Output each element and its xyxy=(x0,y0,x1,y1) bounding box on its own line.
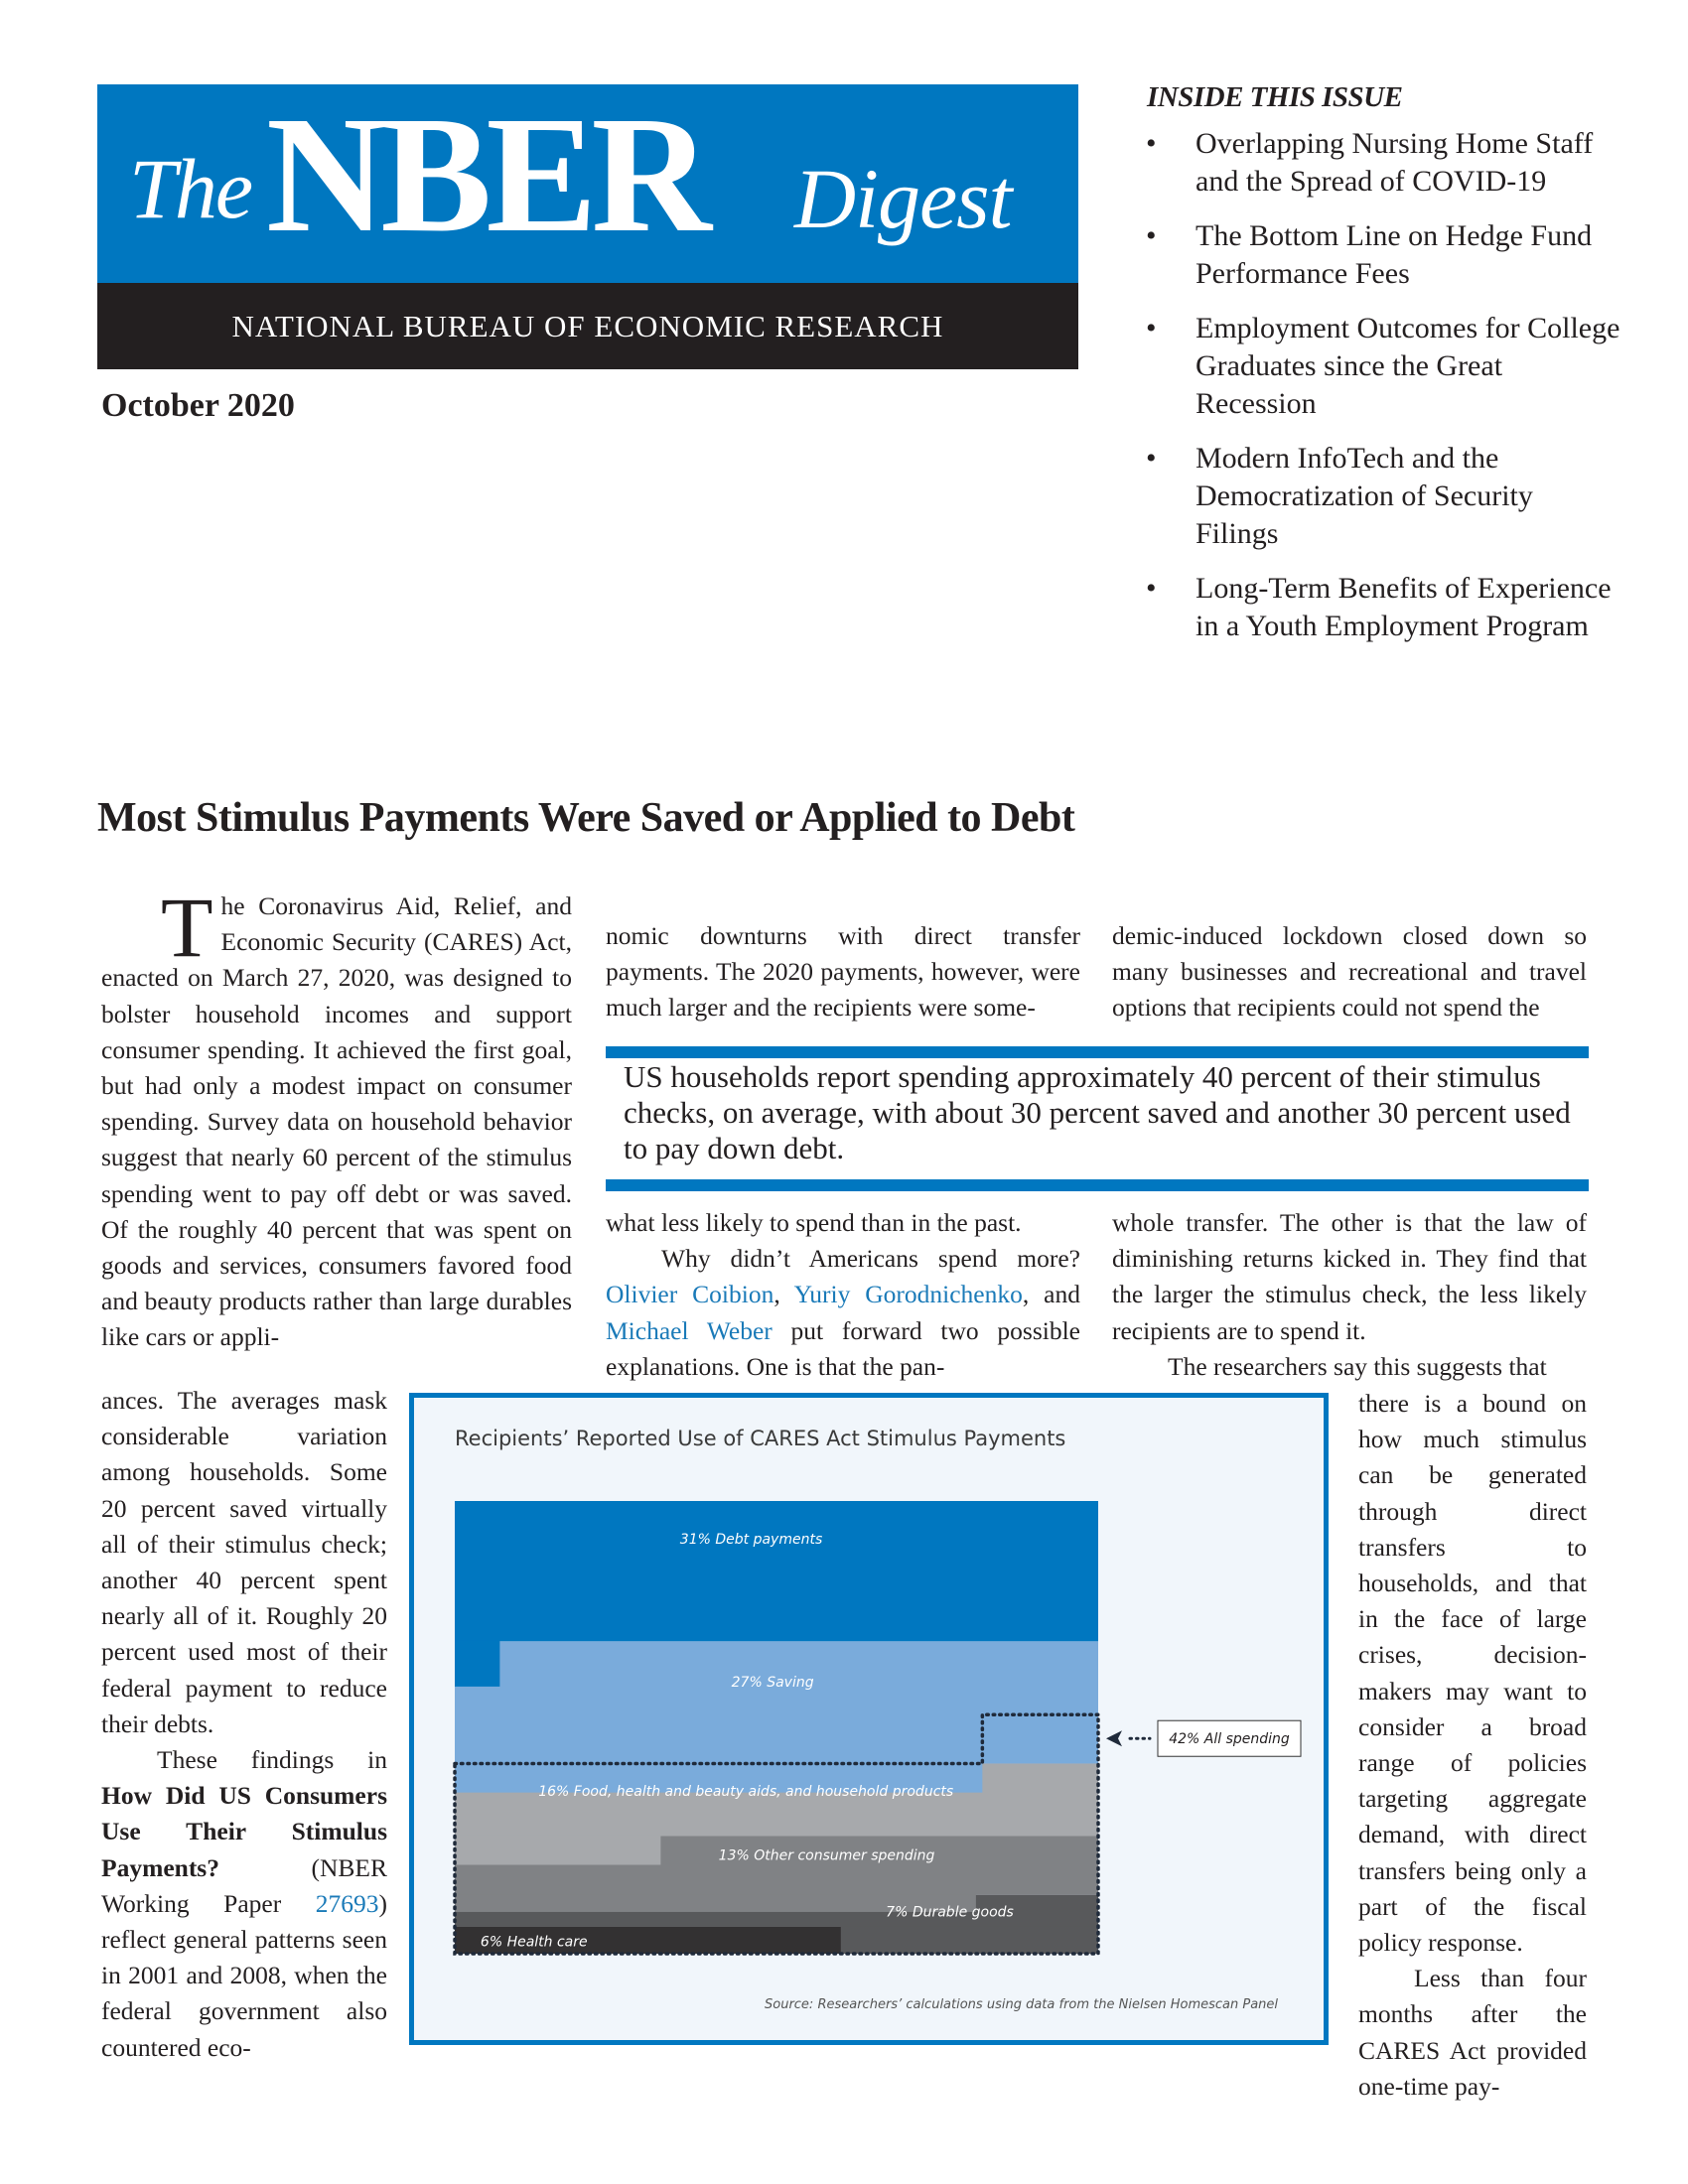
band-label: 7% Durable goods xyxy=(886,1904,1014,1921)
paragraph-text: Less than four months after the CARES Act provided one-time pay- xyxy=(1358,1964,1587,2101)
inside-this-issue-list xyxy=(1144,125,1620,662)
band-label: 31% Debt payments xyxy=(679,1532,823,1549)
article-column-3-top xyxy=(1112,918,1587,1026)
band-debt-payments xyxy=(455,1501,1098,1641)
band-step xyxy=(455,1836,660,1865)
paragraph-text: The researchers say this suggests that xyxy=(1168,1351,1547,1381)
issue-item[interactable]: • Modern InfoTech and the Democratization of Security Filings xyxy=(1144,440,1620,553)
paragraph-text: put forward two possible explanations. One is that the pan- xyxy=(606,1315,1080,1381)
paragraph-text: nomic downturns with direct transfer payments. The 2020 payments, however, were much larger and the recipients were some- xyxy=(606,921,1080,1023)
issue-date: October 2020 xyxy=(101,387,295,424)
paragraph-text: These findings in xyxy=(157,1745,387,1775)
band-saving xyxy=(455,1641,1098,1763)
band-label: 16% Food, health and beauty aids, and household products xyxy=(538,1784,954,1801)
paragraph-text: (NBER Working Paper xyxy=(101,1852,387,1918)
article-column-1-bottom xyxy=(101,1383,387,2066)
separator: , and xyxy=(1022,1280,1080,1309)
issue-item[interactable]: • Long-Term Benefits of Experience in a Youth Employment Program xyxy=(1144,570,1620,645)
article-column-3-bottom xyxy=(1358,1386,1587,2105)
inside-this-issue-title: INSIDE THIS ISSUE xyxy=(1147,81,1403,113)
chart-source: Source: Researchers’ calculations using data from the Nielsen Homescan Panel xyxy=(765,1997,1279,2012)
author-link[interactable]: Olivier Coibion xyxy=(606,1280,774,1309)
article-column-3-middle xyxy=(1112,1205,1587,1385)
author-link[interactable]: Michael Weber xyxy=(606,1315,773,1345)
paragraph-text: ances. The averages mask considerable variation among households. Some 20 percent saved virtually all of their stimulus check; another 40 percent spent nearly all of it. Roughly 20 percent used most of their federal payment to reduce their debts. xyxy=(101,1386,387,1738)
article-column-2-top xyxy=(606,918,1080,1026)
paragraph-text: what less likely to spend than in the past. xyxy=(606,1208,1022,1237)
paragraph-text: demic-induced lockdown closed down so many businesses and recreational and travel options that recipients could not spend the xyxy=(1112,921,1587,1023)
masthead-subtitle: NATIONAL BUREAU OF ECONOMIC RESEARCH xyxy=(231,309,944,343)
issue-item[interactable]: • Employment Outcomes for College Graduates since the Great Recession xyxy=(1144,310,1620,423)
band-step xyxy=(455,1641,499,1687)
band-step xyxy=(841,1926,1098,1954)
pullquote-rule-top xyxy=(606,1046,1589,1058)
issue-item[interactable]: • Overlapping Nursing Home Staff and the Spread of COVID-19 xyxy=(1144,125,1620,201)
chart-title: Recipients’ Reported Use of CARES Act Stimulus Payments xyxy=(455,1427,1066,1450)
band-label: 6% Health care xyxy=(480,1934,588,1951)
paragraph-text: ) reflect general patterns seen in 2001 and 2008, when the federal government also countered eco- xyxy=(101,1888,387,2062)
masthead-digest: Digest xyxy=(794,151,1012,246)
drop-cap: T xyxy=(161,880,213,975)
working-paper-link[interactable]: 27693 xyxy=(315,1888,379,1918)
band-label: 13% Other consumer spending xyxy=(718,1847,935,1864)
paragraph-text: there is a bound on how much stimulus can be generated through direct transfers to households, and that in the face of large crises, decision-makers may want to consider a broad range of policies targeting aggregate demand, with direct transfers being only a part of the fiscal policy response. xyxy=(1358,1389,1587,1958)
article-column-2-bottom xyxy=(606,1205,1080,1385)
masthead-logo-nber: NBER xyxy=(266,82,706,267)
annotation-label: 42% All spending xyxy=(1169,1731,1290,1748)
issue-item[interactable]: • The Bottom Line on Hedge Fund Performance Fees xyxy=(1144,217,1620,293)
stimulus-use-chart xyxy=(409,1393,1329,2045)
article-column-1-top xyxy=(101,880,572,1356)
arrow-icon xyxy=(1106,1730,1122,1746)
paper-title: How Did US Consumers Use Their Stimulus Payments? xyxy=(101,1781,387,1882)
paragraph-text: he Coronavirus Aid, Relief, and Economic Security (CARES) Act, enacted on March 27, 2020, was designed to bolster household incomes and support consumer spending. It achieved the first goal, but had only a modest impact on consumer spending. Survey data on household behavior suggest that nearly 60 percent of the stimulus spending went to pay off debt or was saved. Of the roughly 40 percent that was spent on goods and services, consumers favored food and beauty products rather than large durables like cars or appli- xyxy=(101,891,572,1352)
author-link[interactable]: Yuriy Gorodnichenko xyxy=(793,1280,1023,1309)
pullquote-rule-bottom xyxy=(606,1179,1589,1191)
paragraph-text: whole transfer. The other is that the law of diminishing returns kicked in. They find that the larger the stimulus check, the less likely recipients are to spend it. xyxy=(1112,1208,1587,1345)
masthead-the: The xyxy=(129,141,251,236)
pullquote: US households report spending approximately 40 percent of their stimulus checks, on average, with about 30 percent saved and another 30 percent used to pay down debt. xyxy=(624,1059,1571,1165)
band-label: 27% Saving xyxy=(731,1674,814,1691)
paragraph-text: Why didn’t Americans spend more? xyxy=(661,1244,1080,1274)
separator: , xyxy=(774,1280,794,1309)
article-headline: Most Stimulus Payments Were Saved or Applied to Debt xyxy=(97,795,1075,841)
